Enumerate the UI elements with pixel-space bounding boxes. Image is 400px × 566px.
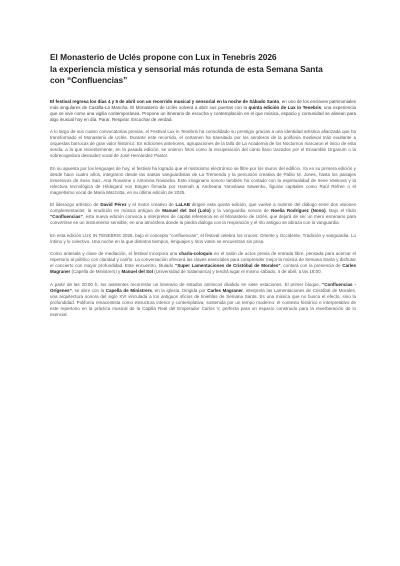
paragraph-talk: Como antesala y clave de mediación, el festival incorpora una charla-coloquio en el salón de actos previa de entrada libre, pensada para acercar el repertorio al público con claridad y cariño. La conversación ofrecerá las claves esenciales para comprender mejor la música de Semana Santa y disfrutar el concierto con mayor profundidad. Este encuentro, titulado “Super Lamentaciones de Cristóbal de Morales”, contará con la presencia de Carles Magraner (Capella de Ministrers) y Manuel del Sol (Universidad de Salamanca) y tendrá lugar el mismo sábado, 4 de abril, a las 18:00. (50, 251, 356, 275)
press-release (50, 52, 356, 325)
name-lalab: LaLAB (175, 202, 191, 208)
talk-label: charla-coloquio (178, 251, 213, 257)
paragraph-history: A lo largo de sus cuatro convocatorias previas, el Festival Lux in Tenebris ha consolidado su prestigio gracias a una identidad artística afianzada que ha transformado el Monasterio de Uclés. Durante este recorrido, el certamen ha transitado por los senderos de la polifonía medieval más exultante a orquestas barrocas de gran valor histórico. En ediciones anteriores, agrupaciones de la talla de La Academia de los Nocturnos marcaron el inicio de esta senda, a la que recientemente, en la pasada edición, se unieron hitos como la recuperación del canto llano trazados por el Ensamble Organum o la sobrecogedora desnudez vocal de José Hernández Pastor. (50, 129, 356, 159)
name-manuel-del-sol-2: Manuel del Sol (121, 269, 154, 275)
block-title: “Confluencias - Orígenes” (50, 282, 356, 294)
paragraph-languages: En su apuesta por los lenguajes de hoy, el festival ha logrado que el misticismo electrónico se filtre por los muros del edificio. Ya en su primera edición y desde hace cuatro años, integraron desde las saetas vanguardistas de La Tremenda y la percusión creativa de Pablo M. Jones, hasta los paisajes inmersivos de Suso Saiz, Ana Roxanne o Antonina Nowacka. Este imaginario sonoro también ha contado con la espiritualidad de Irene Vankova y la relectura tecnológica de Hildegard von Bingen firmada por Hannah & Andreana Yaroslawa Sawenko, figuras capitales como Raúl Refree o el magnetismo vocal de Maria Mazzotta, en su última edición de 2025. (50, 165, 356, 195)
talk-title: “Super Lamentaciones de Cristóbal de Morales” (174, 263, 281, 269)
page-title (50, 52, 356, 87)
intro-text: , en uno de los enclaves patrimoniales más singulares de Castilla-La Mancha. El Monasterio de Uclés volverá a abrir sus puertas con la (50, 98, 356, 110)
paragraph-intro (50, 99, 356, 123)
name-carles-magraner-2: Carles Magraner (207, 288, 243, 294)
paragraph-direction: El liderazgo artístico de David Pérez y el motor creativo de LaLAB dirigen esta quinta edición, que vuelve a nutrirse del diálogo entre dos visiones complementarias: la erudición en música antigua de Manuel del Sol (Lolo) y la vanguardia sonora de Noelia Rodríguez (Nono). Bajo el título “Confluencias”, esta nueva edición convoca a intérpretes de capital referencia en el Monasterio de Uclés, que dejará de ser un mero escenario para convertirse en un instrumento sensible, en una atmósfera donde la piedra dialoga con la respiración y el rito antiguo se abraza con la vanguardia. (50, 202, 356, 226)
intro-bold-lead: El festival regresa los días 4 y 5 de abril con un recorrido musical y sensorial en la noche de Sábado Santo (50, 98, 280, 104)
title-line-3: con “Confluencias” (50, 75, 128, 85)
name-carles-magraner: Carles Magraner (50, 263, 356, 275)
paragraph-concept: En esta edición LUX IN TENEBRIS 2026, bajo el concepto “confluencias”, el festival celebra los cruces: Oriente y Occidente, Tradición y vanguardia. Lo íntimo y lo colectivo. Una noche en la que distintos tiempos, lenguajes y ritos voten se encuentran sin prisa. (50, 232, 356, 244)
title-line-1: El Monasterio de Uclés propone con Lux in Tenebris 2026 (50, 52, 277, 62)
title-line-2: la experiencia mística y sensorial más rotunda de esta Semana Santa (50, 63, 323, 74)
title-confluencias: “Confluencias” (50, 214, 83, 220)
paragraph-itinerary: A partir de las 20:00 h, los asistentes recorrerán un itinerario de estados anímicos dividido en siete estaciones. El primer bloque, “Confluencias - Orígenes”, se abre con la Capella de Ministrers, en la iglesia. Dirigida por Carles Magraner, interpreta las Lamentaciones de Cristóbal de Morales, una arquitectura sonora del siglo XVI vinculada a los antiguos oficios de tinieblas de Semana Santa. Es una música que no busca el efecto, sino la profundidad. Polifonía renacentista como estructura interior y contemplativa, sostenida por un tempo moderno: el contexto histórico e interpretativo de este repertorio en la práctica musical de la Capilla Real del Emperador Carlos V, perfecta para un espacio construido para la reverberación de lo esencial. (50, 282, 356, 318)
name-capella: Capella de Ministrers (105, 288, 152, 294)
name-david-perez: David Pérez (100, 202, 127, 208)
intro-text-end: , una experiencia que se vive como una vigilia contemporánea. Propone un itinerario de escucha y contemplación en el que música, espacio y comunidad se alinean para algo inusual hoy en día. Parar. Respirar. Escuchar de verdad. (50, 104, 356, 122)
name-manuel-del-sol: Manuel del Sol (Lolo) (162, 208, 211, 214)
intro-bold-edition: quinta edición de Lux in Tenebris (248, 104, 322, 110)
name-noelia-rodriguez: Noelia Rodríguez (Nono) (271, 208, 326, 214)
